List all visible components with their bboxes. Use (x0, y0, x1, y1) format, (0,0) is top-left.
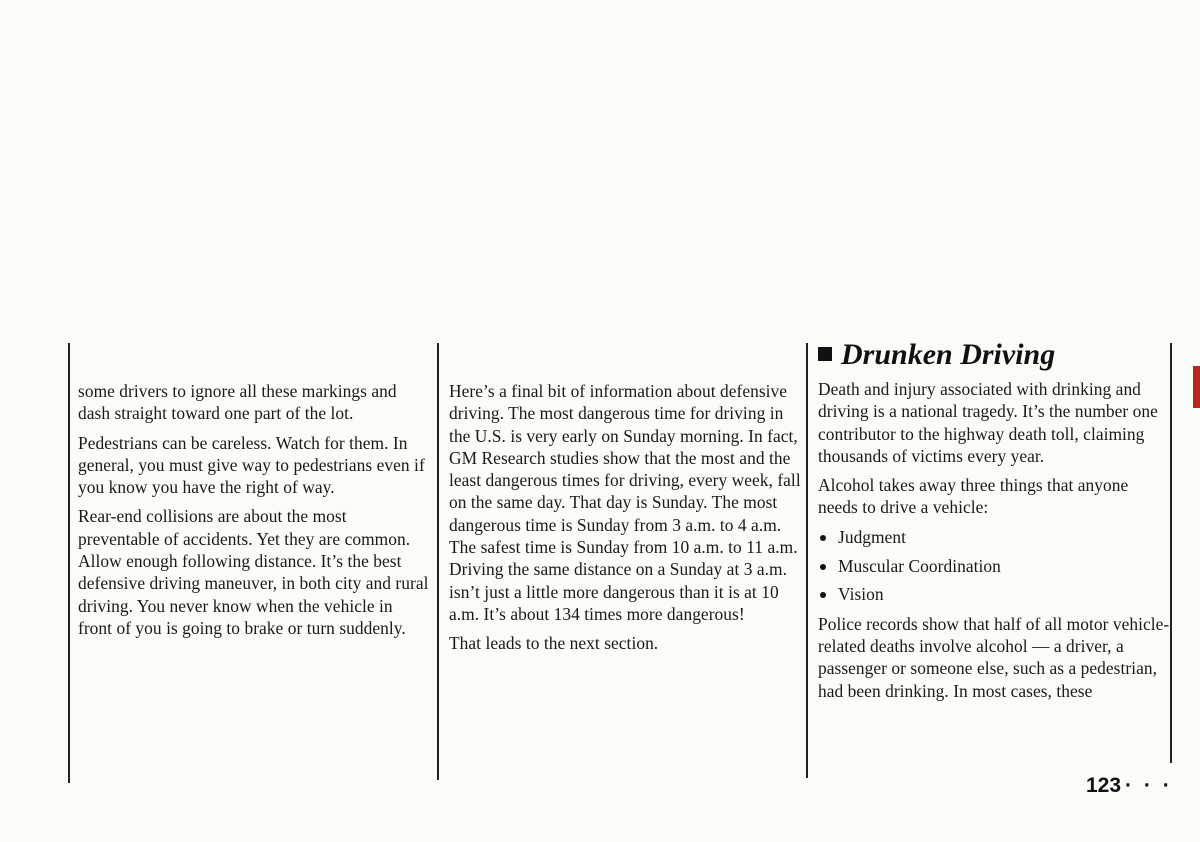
column-rule-middle-right (806, 343, 808, 778)
page-number (1086, 773, 1173, 799)
paragraph: Death and injury associated with drinking and driving is a national tragedy. It’s the number one contributor to the highway death toll, claiming thousands of victims every year. (818, 379, 1158, 466)
paragraph: Police records show that half of all motor vehicle-related deaths involve alcohol — a driver, a passenger or someone else, such as a pedestrian, had been drinking. In most cases, these (818, 613, 1170, 701)
paragraph: Alcohol takes away three things that anyone needs to drive a vehicle: (818, 475, 1129, 518)
paragraph: Pedestrians can be careless. Watch for them. In general, you must give way to pedestrians even if you know you have the right of way. (78, 432, 425, 498)
text-column-2 (449, 380, 801, 662)
list-item (818, 555, 1170, 577)
bullet-list (818, 526, 1170, 606)
list-item-text: Judgment (838, 526, 907, 547)
column-rule-left (68, 343, 70, 783)
text-column-1 (78, 380, 430, 646)
bullet-dot-icon (820, 535, 826, 541)
paragraph: That leads to the next section. (449, 633, 659, 654)
page-number-value: 123 (1086, 774, 1122, 797)
list-item-text: Vision (838, 584, 884, 605)
column-rule-right (1170, 343, 1172, 763)
paragraph: Rear-end collisions are about the most preventable of accidents. Yet they are common. Allow enough following distance. It’s the best defensive driving maneuver, in both city and rural driving. You never know when the vehicle in front of you is going to brake or turn suddenly. (78, 506, 429, 638)
chapter-edge-tab (1193, 366, 1200, 408)
column-rule-middle-left (437, 343, 439, 780)
list-item (818, 583, 1170, 605)
section-heading-text: Drunken Driving (841, 338, 1056, 371)
paragraph: some drivers to ignore all these markings and dash straight toward one part of the lot. (78, 381, 397, 424)
section-heading (818, 336, 1055, 374)
text-column-3 (818, 378, 1170, 709)
list-item (818, 526, 1170, 548)
bullet-dot-icon (820, 592, 826, 598)
bullet-dot-icon (820, 564, 826, 570)
square-bullet-icon (818, 347, 832, 361)
list-item-text: Muscular Coordination (838, 555, 1001, 576)
paragraph: Here’s a final bit of information about defensive driving. The most dangerous time for driving in the U.S. is very early on Sunday morning. In fact, GM Research studies show that the most and the least dangerous times for driving, every week, fall on the same day. That day is Sunday. The most dangerous time is Sunday from 3 a.m. to 4 a.m. The safest time is Sunday from 10 a.m. to 11 a.m. Driving the same distance on a Sunday at 3 a.m. isn’t just a little more dangerous than it is at 10 a.m. It’s about 134 times more dangerous! (449, 381, 801, 624)
continuation-dots: · · · (1125, 774, 1173, 797)
